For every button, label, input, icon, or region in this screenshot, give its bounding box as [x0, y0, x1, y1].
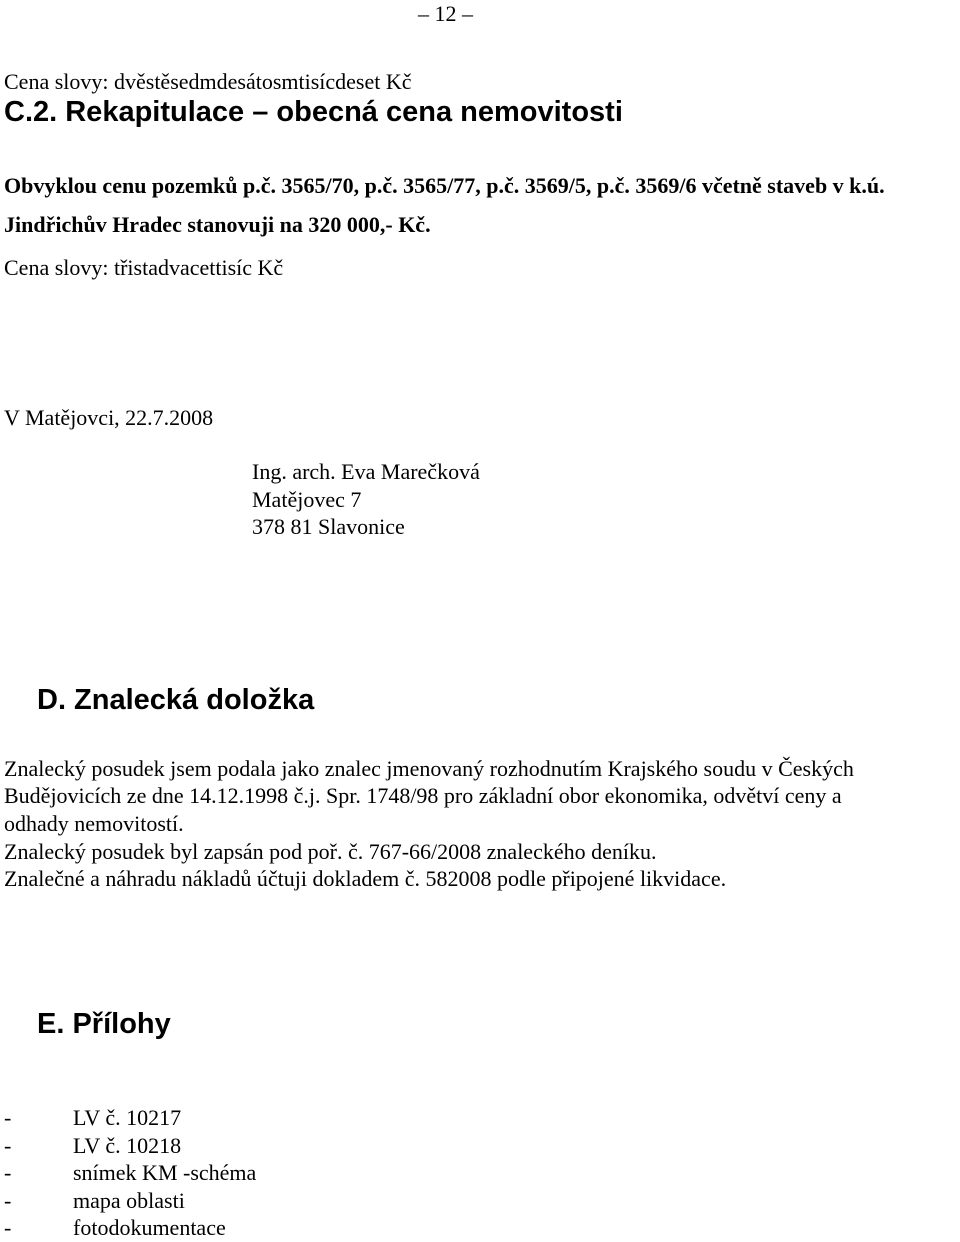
list-item [4, 1187, 256, 1215]
expert-clause-line: Budějovicích ze dne 14.12.1998 č.j. Spr. 1748/98 pro základní obor ekonomika, odvětví ceny a [4, 783, 842, 808]
section-d-heading: D. Znalecká doložka [37, 684, 315, 716]
attachments-list [4, 1104, 256, 1242]
attachment-label: mapa oblasti [73, 1187, 185, 1213]
list-dash: - [4, 1105, 12, 1130]
attachment-label: fotodokumentace [73, 1215, 226, 1240]
list-item [4, 1159, 256, 1187]
expert-clause-line: odhady nemovitostí. [4, 811, 184, 836]
expert-clause-line: Znalecký posudek byl zapsán pod poř. č. 767-66/2008 znaleckého deníku. [4, 839, 657, 864]
expert-clause-line: Znalečné a náhradu nákladů účtuji dokladem č. 582008 podle připojené likvidace. [4, 866, 727, 891]
list-dash: - [4, 1132, 12, 1158]
list-item [4, 1214, 256, 1242]
expert-clause-line: Znalecký posudek jsem podala jako znalec jmenovaný rozhodnutím Krajského soudu v Českých [4, 756, 854, 781]
valuation-paragraph-line-2: Jindřichův Hradec stanovuji na 320 000,- Kč. [4, 212, 431, 237]
list-dash: - [4, 1215, 12, 1240]
list-dash: - [4, 1160, 12, 1185]
list-item [4, 1104, 256, 1132]
page-number: – 12 – [418, 1, 473, 26]
signer-street: Matějovec 7 [252, 487, 362, 512]
price-in-words-2: Cena slovy: třistadvacettisíc Kč [4, 255, 284, 280]
price-in-words-1: Cena slovy: dvěstěsedmdesátosmtisícdeset Kč [4, 69, 412, 94]
attachment-label: LV č. 10218 [73, 1132, 182, 1158]
signer-city: 378 81 Slavonice [252, 514, 405, 539]
attachment-label: LV č. 10217 [73, 1105, 182, 1130]
place-and-date: V Matějovci, 22.7.2008 [4, 405, 214, 430]
list-item [4, 1132, 256, 1160]
section-c2-heading: C.2. Rekapitulace – obecná cena nemovitosti [4, 96, 623, 128]
section-e-heading: E. Přílohy [37, 1008, 171, 1040]
attachment-label: snímek KM -schéma [73, 1160, 257, 1185]
list-dash: - [4, 1187, 12, 1213]
signer-name: Ing. arch. Eva Marečková [252, 459, 480, 484]
valuation-paragraph-line-1: Obvyklou cenu pozemků p.č. 3565/70, p.č. 3565/77, p.č. 3569/5, p.č. 3569/6 včetně staveb v k.ú. [4, 173, 885, 198]
